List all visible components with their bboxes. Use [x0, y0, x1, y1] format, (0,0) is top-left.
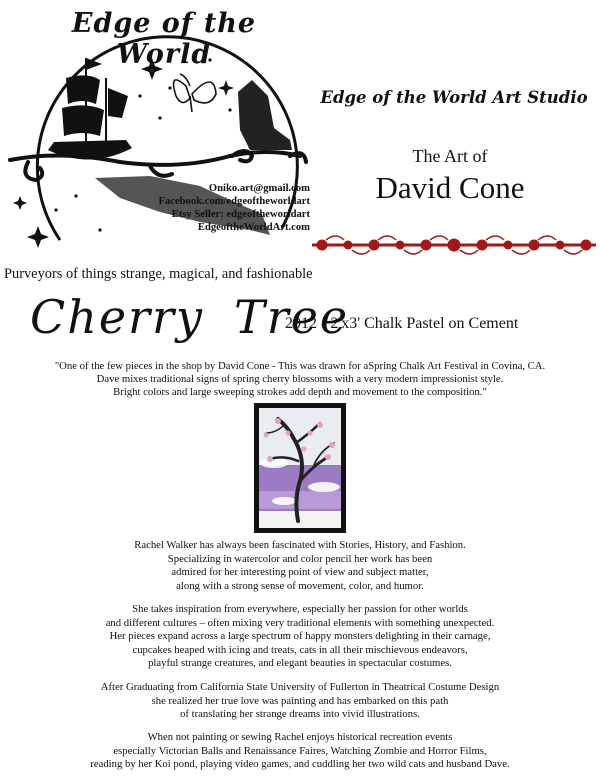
bio-line: Specializing in watercolor and color pencil her work has been: [167, 552, 433, 565]
bio-line: After Graduating from California State University of Fullerton in Theatrical Costume Design: [100, 681, 500, 693]
bio-paragraph-3: [10, 681, 590, 722]
quote-line: Dave mixes traditional signs of spring cherry blossoms with a very modern impressionist style.: [96, 373, 504, 385]
swirl-branch-ornament: [10, 151, 306, 180]
contact-block: [140, 182, 310, 234]
bio-line: admired for her interesting point of view and subject matter,: [171, 566, 429, 578]
quote-line: Bright colors and large sweeping strokes add depth and movement to the composition.": [113, 386, 487, 398]
bio-paragraph-4: [10, 731, 590, 772]
contact-website[interactable]: EdgeoftheWorldArt.com: [197, 222, 310, 233]
bio-line: she realized her true love was painting and has embarked on this path: [151, 694, 449, 707]
bio-line: Her pieces expand across a large spectrum of happy monsters delighting in their carnage,: [109, 630, 491, 642]
bio-line: Rachel Walker has always been fascinated with Stories, History, and Fashion.: [134, 539, 466, 551]
bio-line: She takes inspiration from everywhere, especially her passion for other worlds: [132, 603, 468, 615]
artwork-title-word2: Tree: [234, 290, 350, 344]
artwork-meta: 2012 - 2'x3' Chalk Pastel on Cement: [285, 315, 519, 332]
red-ornamental-border: [312, 234, 596, 256]
art-of-label: The Art of: [412, 146, 488, 166]
bio-line: When not painting or sewing Rachel enjoys historical recreation events: [147, 731, 453, 743]
bio-line: cupcakes heaped with icing and treats, cats in all their mischievous endeavors,: [132, 643, 468, 656]
logo-title: Edge of the World: [71, 8, 257, 70]
bio-line: and different cultures – often mixing very traditional elements with something unexpected.: [105, 616, 495, 629]
bio-line: of translating her strange dreams into vivid illustrations.: [180, 708, 420, 720]
quote-line: "One of the few pieces in the shop by David Cone - This was drawn for aSpring Chalk Art Festival in Covina, CA.: [54, 360, 546, 372]
butterfly-icon: [174, 74, 216, 112]
bio-line: playful strange creatures, and elegant beauties in spectacular costumes.: [148, 657, 452, 669]
studio-name-heading: Edge of the World Art Studio: [320, 88, 588, 107]
artwork-quote: [10, 360, 590, 399]
contact-etsy[interactable]: Etsy Seller: edgeoftheworldart: [171, 209, 310, 220]
ship-icon: [48, 58, 132, 160]
bio-line: reading by her Koi pond, playing video games, and cuddling her two wild cats and husband Dave.: [90, 758, 510, 770]
bio-paragraph-1: [10, 539, 590, 593]
bio-line: along with a strong sense of movement, color, and humor.: [176, 579, 424, 592]
bio-paragraph-2: [10, 603, 590, 671]
logo-cliff-right: [238, 80, 292, 150]
contact-facebook[interactable]: Facebook.com/edgeoftheworldart: [158, 196, 310, 207]
artwork-title-word1: Cherry: [30, 290, 205, 344]
artist-name: David Cone: [375, 170, 525, 205]
studio-tagline: Purveyors of things strange, magical, and fashionable: [4, 266, 313, 282]
bio-line: especially Victorian Balls and Renaissance Faires, Watching Zombie and Horror Films,: [113, 744, 487, 757]
cherry-tree-painting-image: [254, 403, 346, 533]
contact-email[interactable]: Oniko.art@gmail.com: [208, 183, 310, 194]
